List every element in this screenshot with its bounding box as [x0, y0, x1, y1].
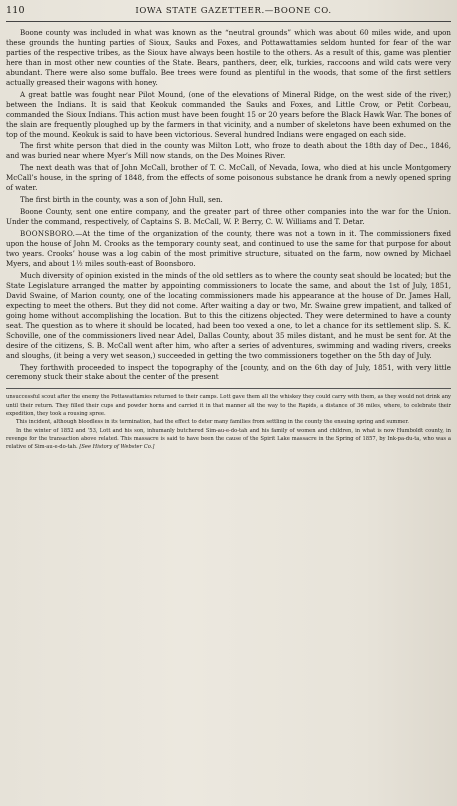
footnote-rule — [6, 388, 451, 389]
footnote — [6, 393, 451, 451]
paragraph-first-death: The first white person that died in the county was Milton Lott, who froze to death about the 18th day of Dec., 1846, and was buried near where Myer’s Mill now stands, on the Des Moines River. — [6, 141, 451, 161]
page-header — [6, 5, 451, 19]
paragraph-war-companies: Boone County, sent one entire company, and the greater part of three other companies into the war for the Union. Under the command, respectively, of Captains S. B. McCall, W. P. Berry, C. W. Williams and T. Detar. — [6, 207, 451, 227]
footnote-reference: [See History of Webster Co.] — [79, 444, 155, 451]
boonsboro-text: —At the time of the organization of the county, there was not a town in it. The commissioners fixed upon the house of John M. Crooks as the temporary county seat, and continued to use the same for that purpose for about two years. Crooks’ house was a log cabin of the most primitive structure, situated on the farm, now owned by Michael Myers, and about 1½ miles south-east of Boonsboro. — [6, 229, 451, 268]
header-rule — [6, 21, 451, 22]
section-heading-boonsboro: BOONSBORO. — [20, 229, 76, 239]
paragraph-topography: They forthwith proceeded to inspect the topography of the [county, and on the 6th day of July, 1851, with very little ceremony stuck their stake about the center of the present — [6, 362, 451, 382]
footnote-text: In the winter of 1852 and ’53, Lott and his son, inhumanly butchered Sim-au-e-do-tah and his family of women and children, in what is now Humboldt county, in revenge for the transaction above related. This massacre is said to have been the cause of the Spirit Lake massacre in the Spring of 1857, by Ink-pa-du-ta, who was a relative of Sim-au-e-do-tah. — [6, 427, 451, 451]
paragraph-second-death: The next death was that of John McCall, brother of T. C. McCall, of Nevada, Iowa, who died at his uncle Montgomery McCall’s house, in the spring of 1848, from the effects of some poisonous substance he drank from a newly opened spring of water. — [6, 163, 451, 193]
footnote-paragraph — [6, 427, 451, 452]
paragraph-first-birth: The first birth in the county, was a son of John Hull, sen. — [20, 195, 223, 205]
footnote-paragraph: This incident, although bloodless in its termination, had the effect to deter many families from settling in the county the ensuing spring and summer. — [16, 419, 409, 426]
page-number: 110 — [6, 5, 25, 16]
paragraph-pilot-mound-battle: A great battle was fought near Pilot Mound, (one of the elevations of Mineral Ridge, on the west side of the river,) between the Indians. It is said that Keokuk commanded the Sauks and Foxes, and Little Crow, or Petit Corbeau, commanded the Sioux Indians. This action must have been fought 15 or 20 years before the Black Hawk War. The bones of the slain are frequently ploughed up by the farmers in that vicinity, and a number of skeletons have been exhumed on the top of the mound. Keokuk is said to have been victorious. Several hundred Indians were engaged on each side. — [6, 89, 451, 139]
paragraph-neutral-grounds: Boone county was included in what was known as the “neutral grounds” which was about 60 miles wide, and upon these grounds the hunting parties of Sioux, Sauks and Foxes, and Pottawattamies seldom hunted for fear of the war parties of the respective tribes, as the Sioux have always been hostile to the others. As a result of this, game was plentier here than in most other new counties of the State. Bears, panthers, deer, elk, turkies, raccoons and wild cats were very abundant. There were also some buffalo. Bee trees were found as plentiful in the woods, that some of the first settlers actually greased their wagons with honey. — [6, 28, 451, 87]
main-text — [6, 28, 451, 382]
paragraph-boonsboro — [6, 229, 451, 269]
footnote-paragraph: unsuccessful scout after the enemy the Pottawattamies returned to their camps. Lott gave them all the whiskey they could carry with them, as they would not drink any until their return. They filled their cups and powder horns and carried it in that manner all the way to the Rapids, a distance of 36 miles, where, to celebrate their expedition, they took a rousing spree. — [6, 394, 451, 417]
running-head: IOWA STATE GAZETTEER.—BOONE CO. — [135, 6, 332, 16]
paragraph-county-seat: Much diversity of opinion existed in the minds of the old settlers as to where the county seat should be located; but the State Legislature arranged the matter by appointing commissioners to locate the same, and about the 1st of July, 1851, David Swaine, of Marion county, one of the locating commissioners made his appearance at the house of Dr. James Hall, expecting to meet the others. But they did not come. After waiting a day or two, Mr. Swaine grew impatient, and talked of going home without accomplishing the location. But to this the citizens objected. They were determined to have a county seat. The question as to where it should be located, had been too vexed a one, to let a chance for its settlement slip. S. K. Schoville, one of the commissioners lived near Adel, Dallas County, about 35 miles distant, and he must be sent for. At the desire of the citizens, S. B. McCall went after him, who after a series of adventures, swimming and wading rivers, creeks and sloughs, (it being a very wet season,) succeeded in getting the two commissioners together on the 5th day of July. — [6, 270, 451, 360]
